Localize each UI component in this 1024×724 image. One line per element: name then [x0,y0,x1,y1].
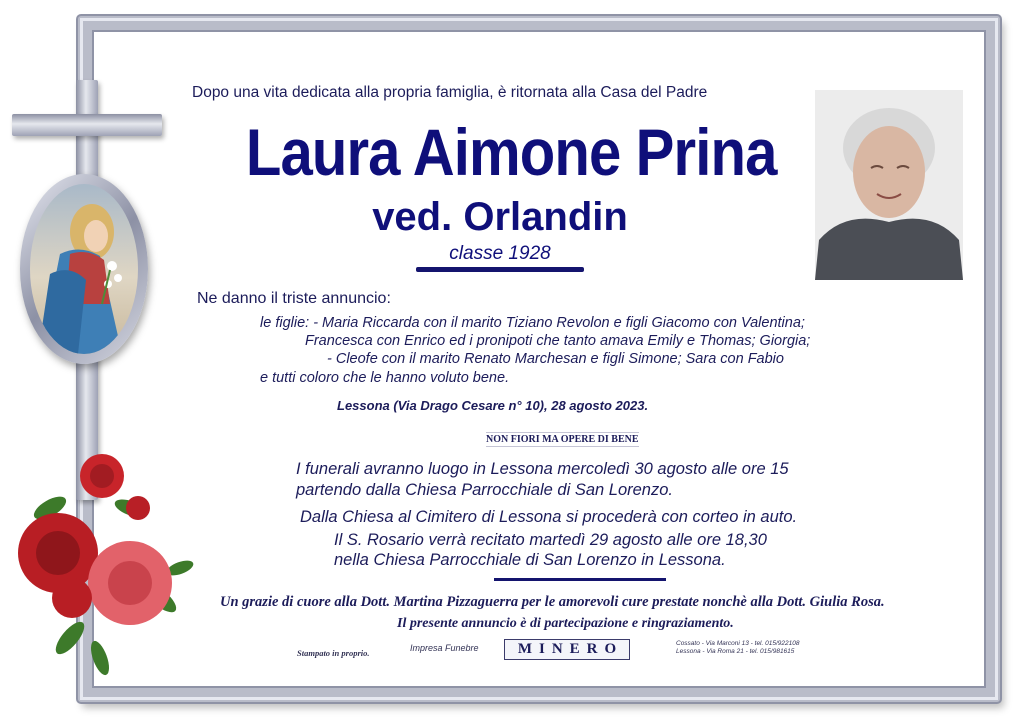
participation-text: Il presente annuncio è di partecipazione e ringraziamento. [397,616,734,631]
family-line: le figlie: - Maria Riccarda con il marito Tiziano Revolon e figli Giacomo con Valentina; [260,315,805,331]
widow-of-name: ved. Orlandin [372,195,628,239]
portrait-photo [815,90,963,280]
family-line: e tutti coloro che le hanno voluto bene. [260,370,510,386]
madonna-figure [30,184,138,354]
funeral-line: Il S. Rosario verrà recitato martedì 29 agosto alle ore 18,30 [334,531,767,549]
announcement-intro: Ne danno il triste annuncio: [197,290,391,307]
deceased-name: Laura Aimone Prina [245,115,777,189]
funeral-home-address: Lessona - Via Roma 21 - tel. 015/981615 [676,648,795,655]
funeral-home-label: Impresa Funebre [410,643,479,653]
portrait-image [815,90,963,280]
funeral-home-address: Cossato - Via Marconi 13 - tel. 015/922108 [676,640,800,647]
divider-line [494,578,666,581]
family-line: - Cleofe con il marito Renato Marchesan e figli Simone; Sara con Fabio [327,351,784,367]
thanks-text: Un grazie di cuore alla Dott. Martina Pizzaguerra per le amorevoli cure prestate nonchè alla Dott. Giulia Rosa. [220,594,885,610]
intro-text: Dopo una vita dedicata alla propria famiglia, è ritornata alla Casa del Padre [192,84,708,101]
place-date: Lessona (Via Drago Cesare n° 10), 28 agosto 2023. [337,398,649,413]
printed-note: Stampato in proprio. [297,648,370,658]
madonna-image [30,184,138,354]
birth-year: classe 1928 [449,243,551,264]
roses-icon [10,448,195,678]
madonna-medallion-icon [20,174,148,364]
funeral-line: I funerali avranno luogo in Lessona mercoledì 30 agosto alle ore 15 [296,460,789,478]
funeral-line: nella Chiesa Parrocchiale di San Lorenzo in Lessona. [334,551,726,569]
funeral-line: partendo dalla Chiesa Parrocchiale di San Lorenzo. [296,481,673,499]
divider-line [416,267,584,272]
family-line: Francesca con Enrico ed i pronipoti che tanto amava Emily e Thomas; Giorgia; [305,333,811,349]
no-flowers-note: NON FIORI MA OPERE DI BENE [486,434,639,445]
cross-arm [12,114,162,136]
funeral-line: Dalla Chiesa al Cimitero di Lessona si procederà con corteo in auto. [300,508,798,526]
funeral-home-logo: MINERO [504,639,630,660]
